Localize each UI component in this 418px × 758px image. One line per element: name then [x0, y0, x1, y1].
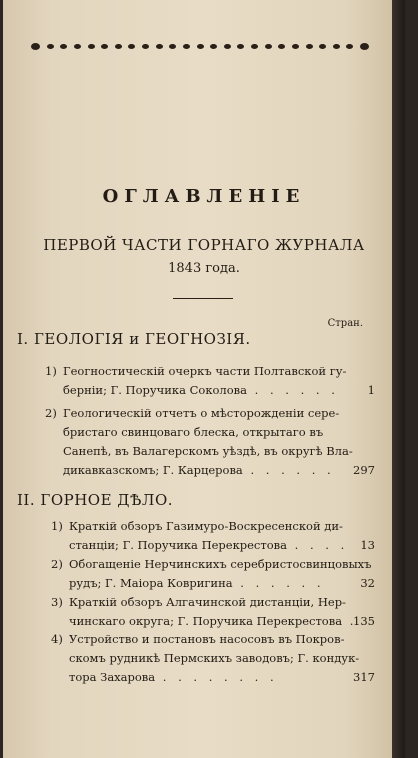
- entry-number: 2): [51, 557, 63, 571]
- entry-line: скомъ рудникѣ Пермскихъ заводовъ; Г. кондук-: [69, 651, 360, 665]
- entry-line: Устройство и постановъ насосовъ въ Покров-: [69, 632, 345, 646]
- ornament-dot: [360, 43, 369, 50]
- entry-page-number: 317: [353, 670, 375, 684]
- ornament-dot: [169, 44, 176, 49]
- ornament-dot: [183, 44, 190, 49]
- entry-number: 1): [45, 364, 57, 378]
- entry-line: Геологическій отчетъ о мѣсторожденіи сере-: [63, 406, 340, 420]
- entry-line: Краткій обзоръ Газимуро-Воскресенской ди-: [69, 519, 343, 533]
- ornament-dot: [210, 44, 217, 49]
- entry-line: тора Захарова . . . . . . . .: [69, 670, 278, 684]
- ornament-dot: [278, 44, 285, 49]
- entry-line: Геогностическій очеркъ части Полтавской гу-: [63, 364, 347, 378]
- entry-page-number: 135: [353, 614, 375, 628]
- ornament-dot: [333, 44, 340, 49]
- ornament-dot: [47, 44, 54, 49]
- entry-line: дикавказскомъ; Г. Карцерова . . . . . .: [63, 463, 335, 477]
- entry-line: берніи; Г. Поручика Соколова . . . . . .: [63, 383, 339, 397]
- divider-rule: [173, 298, 233, 299]
- entry-number: 1): [51, 519, 63, 533]
- ornament-dot: [115, 44, 122, 49]
- entry-number: 4): [51, 632, 63, 646]
- ornament-dot: [156, 44, 163, 49]
- ornament-dot: [251, 44, 258, 49]
- entry-page-number: 13: [360, 538, 375, 552]
- ornament-dot: [197, 44, 204, 49]
- page-subtitle: ПЕРВОЙ ЧАСТИ ГОРНАГО ЖУРНАЛА: [43, 236, 365, 254]
- pages-column-label: Стран.: [327, 318, 363, 329]
- ornament-dot: [74, 44, 81, 49]
- entry-number: 3): [51, 595, 63, 609]
- entry-line: чинскаго округа; Г. Поручика Перекрестова .: [69, 614, 358, 628]
- ornament-dot: [265, 44, 272, 49]
- ornament-dot: [142, 44, 149, 49]
- entry-line: Обогащеніе Нерчинскихъ серебристосвинцовыхъ: [69, 557, 372, 571]
- ornament-dot: [101, 44, 108, 49]
- entry-line: Санепѣ, въ Валагерскомъ уѣздѣ, въ округѣ Вла-: [63, 444, 353, 458]
- ornament-dot: [306, 44, 313, 49]
- toc-entry: [45, 404, 375, 480]
- ornament-dot: [292, 44, 299, 49]
- entry-page-number: 297: [353, 463, 375, 477]
- ornament-dot: [319, 44, 326, 49]
- entry-line: рудъ; Г. Маіора Ковригина . . . . . .: [69, 576, 325, 590]
- ornament-dot: [237, 44, 244, 49]
- year-label: 1843 года.: [168, 261, 240, 276]
- entry-line: бристаго свинцоваго блеска, открытаго въ: [63, 425, 324, 439]
- entry-number: 2): [45, 406, 57, 420]
- entry-line: станціи; Г. Поручика Перекрестова . . . .: [69, 538, 349, 552]
- ornament-dot: [128, 44, 135, 49]
- toc-entry: [51, 517, 375, 555]
- toc-entry: [51, 593, 375, 631]
- ornament-dot: [60, 44, 67, 49]
- ornament-dot: [346, 44, 353, 49]
- section-heading-geology: I. ГЕОЛОГІЯ и ГЕОГНОЗІЯ.: [17, 330, 251, 348]
- entry-page-number: 1: [367, 383, 375, 397]
- book-page: [3, 0, 405, 758]
- ornament-dot: [31, 43, 40, 50]
- page-title: ОГЛАВЛЕНІЕ: [102, 186, 306, 207]
- page-edge: [392, 0, 405, 758]
- entry-page-number: 32: [360, 576, 375, 590]
- entry-line: Краткій обзоръ Алгачинской дистанціи, Нер-: [69, 595, 346, 609]
- toc-entry: [51, 630, 375, 687]
- ornament-dot: [224, 44, 231, 49]
- section-heading-mining: II. ГОРНОЕ ДѢЛО.: [17, 491, 174, 509]
- toc-entry: [45, 362, 375, 400]
- toc-entry: [51, 555, 375, 593]
- ornament-dot: [88, 44, 95, 49]
- decorative-ornament-rule: [31, 40, 369, 52]
